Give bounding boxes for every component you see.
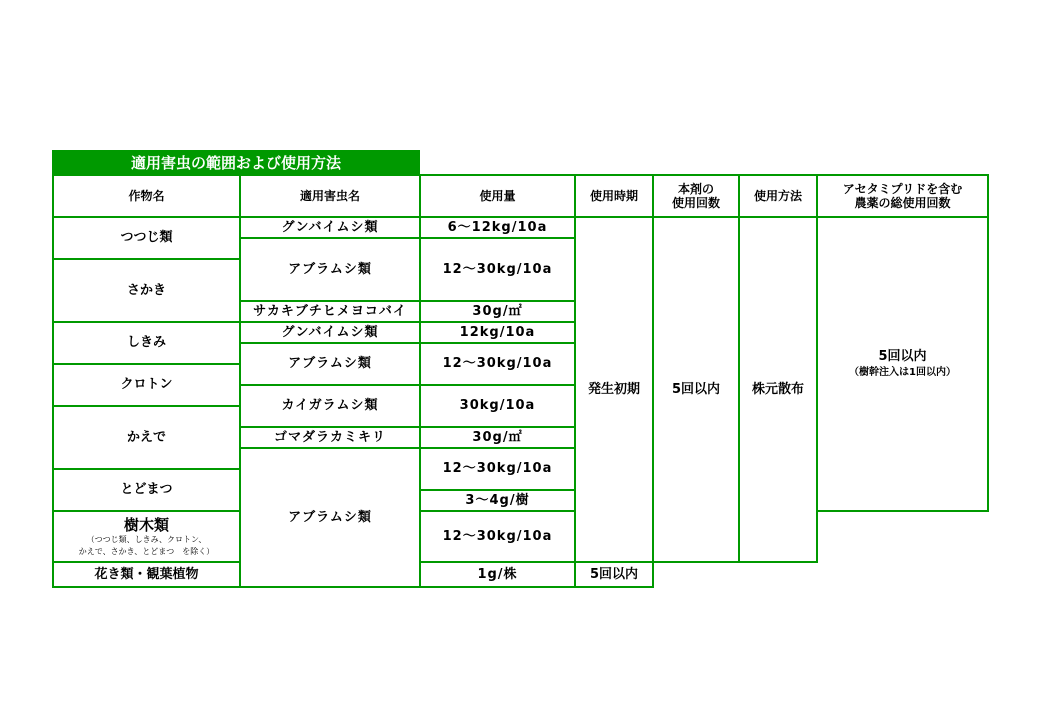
crop-kaede: かえで — [53, 406, 240, 469]
crop-jumoku-note-1: （つつじ類、しきみ、クロトン、 — [86, 534, 207, 544]
pest-cell: アブラムシ類 — [240, 238, 420, 301]
header-total-line1: アセタミプリドを含む — [842, 181, 963, 196]
pest-cell: アブラムシ類 — [240, 343, 420, 385]
pest-cell: ゴマダラカミキリ — [240, 427, 420, 448]
pest-cell: グンバイムシ類 — [240, 217, 420, 238]
count-cell: 5回以内 — [653, 217, 739, 562]
header-count-line2: 使用回数 — [671, 196, 720, 210]
crop-sakaki: さかき — [53, 259, 240, 322]
timing-cell: 発生初期 — [575, 217, 653, 562]
header-amount: 使用量 — [420, 175, 575, 217]
total-count-flowers: 5回以内 — [575, 562, 653, 587]
pest-cell: アブラムシ類 — [240, 448, 420, 587]
amount-cell: 30g/㎡ — [420, 301, 575, 322]
crop-jumoku-label: 樹木類 — [123, 515, 169, 534]
header-total — [817, 175, 988, 217]
total-count-cell — [817, 217, 988, 511]
method-cell: 株元散布 — [739, 217, 817, 562]
amount-cell: 12～30kg/10a — [420, 238, 575, 301]
crop-jumoku-note-2: かえで、さかき、とどまつ を除く） — [78, 546, 215, 556]
crop-croton: クロトン — [53, 364, 240, 406]
total-count-note: （樹幹注入は1回以内） — [849, 367, 956, 379]
header-pest: 適用害虫名 — [240, 175, 420, 217]
amount-cell: 12kg/10a — [420, 322, 575, 343]
header-method: 使用方法 — [739, 175, 817, 217]
amount-cell: 12～30kg/10a — [420, 448, 575, 490]
pest-cell: カイガラムシ類 — [240, 385, 420, 427]
crop-jumoku — [53, 511, 240, 562]
amount-cell: 30kg/10a — [420, 385, 575, 427]
header-crop: 作物名 — [53, 175, 240, 217]
table-row — [53, 217, 988, 238]
header-total-line2: 農薬の総使用回数 — [854, 196, 951, 210]
header-timing: 使用時期 — [575, 175, 653, 217]
table-row — [53, 562, 988, 587]
total-count-main: 5回以内 — [878, 348, 927, 364]
table-row — [53, 511, 988, 562]
usage-table — [52, 174, 989, 588]
crop-shikimi: しきみ — [53, 322, 240, 364]
crop-flowers: 花き類・観葉植物 — [53, 562, 240, 587]
header-count-line1: 本剤の — [677, 181, 714, 196]
amount-cell: 12～30kg/10a — [420, 343, 575, 385]
amount-cell: 12～30kg/10a — [420, 511, 575, 562]
crop-tsutsuji: つつじ類 — [53, 217, 240, 259]
amount-cell: 6～12kg/10a — [420, 217, 575, 238]
crop-todomatsu: とどまつ — [53, 469, 240, 511]
pest-cell: グンバイムシ類 — [240, 322, 420, 343]
amount-cell: 3～4g/樹 — [420, 490, 575, 511]
amount-cell: 1g/株 — [420, 562, 575, 587]
header-row — [53, 175, 988, 217]
pest-cell: サカキブチヒメヨコバイ — [240, 301, 420, 322]
amount-cell: 30g/㎡ — [420, 427, 575, 448]
header-count — [653, 175, 739, 217]
table-title: 適用害虫の範囲および使用方法 — [52, 150, 420, 174]
